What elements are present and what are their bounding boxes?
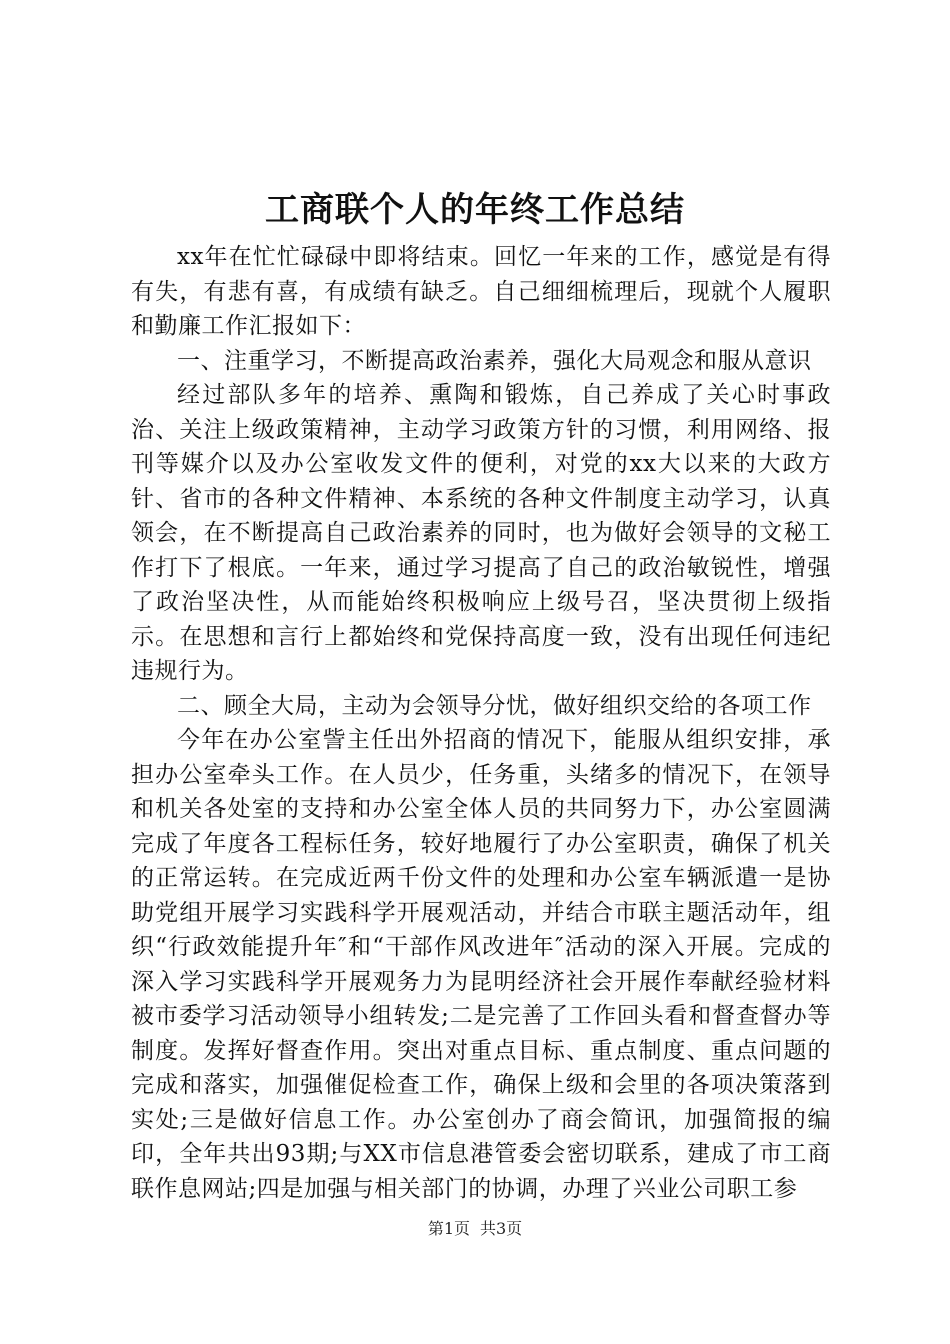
page-total: 共3页 [480,1219,523,1238]
section-1-paragraph: 经过部队多年的培养、熏陶和锻炼，自己养成了关心时事政治、关注上级政策精神，主动学习政策方针的习惯，利用网络、报刊等媒介以及办公室收发文件的便利，对党的xx大以来的大政方针、省市的各种文件精神、本系统的各种文件制度主动学习，认真领会，在不断提高自己政治素养的同时，也为做好会领导的文秘工作打下了根底。一年来，通过学习提高了自己的政治敏锐性，增强了政治坚决性，从而能始终积极响应上级号召，坚决贯彻上级指示。在思想和言行上都始终和党保持高度一致，没有出现任何违纪违规行为。 [131,382,831,684]
document-body [131,240,831,1206]
section-heading-2: 二、顾全大局，主动为会领导分忧，做好组织交给的各项工作 [177,692,812,719]
section-2-paragraph: 今年在办公室訾主任出外招商的情况下，能服从组织安排，承担办公室牵头工作。在人员少，任务重，头绪多的情况下，在领导和机关各处室的支持和办公室全体人员的共同努力下，办公室圆满完成了年度各工程标任务，较好地履行了办公室职责，确保了机关的正常运转。在完成近两千份文件的处理和办公室车辆派遣一是协助党组开展学习实践科学开展观活动，并结合市联主题活动年，组织“行政效能提升年″和“干部作风改进年″活动的深入开展。完成的深入学习实践科学开展观务力为昆明经济社会开展作奉献经验材料被市委学习活动领导小组转发;二是完善了工作回头看和督查督办等制度。发挥好督查作用。突出对重点目标、重点制度、重点问题的完成和落实，加强催促检查工作，确保上级和会里的各项决策落到实处;三是做好信息工作。办公室创办了商会简讯，加强简报的编印，全年共出93期;与XX市信息港管委会密切联系，建成了市工商联作息网站;四是加强与相关部门的协调，办理了兴业公司职工参 [131,727,831,1202]
document-title: 工商联个人的年终工作总结 [265,190,685,230]
intro-paragraph: xx年在忙忙碌碌中即将结束。回忆一年来的工作，感觉是有得有失，有悲有喜，有成绩有缺乏。自己细细梳理后，现就个人履职和勤廉工作汇报如下： [131,244,831,339]
page-number: 第1页 [427,1219,470,1238]
page-footer [0,1217,950,1241]
section-heading-1: 一、注重学习，不断提高政治素养，强化大局观念和服从意识 [177,347,812,374]
